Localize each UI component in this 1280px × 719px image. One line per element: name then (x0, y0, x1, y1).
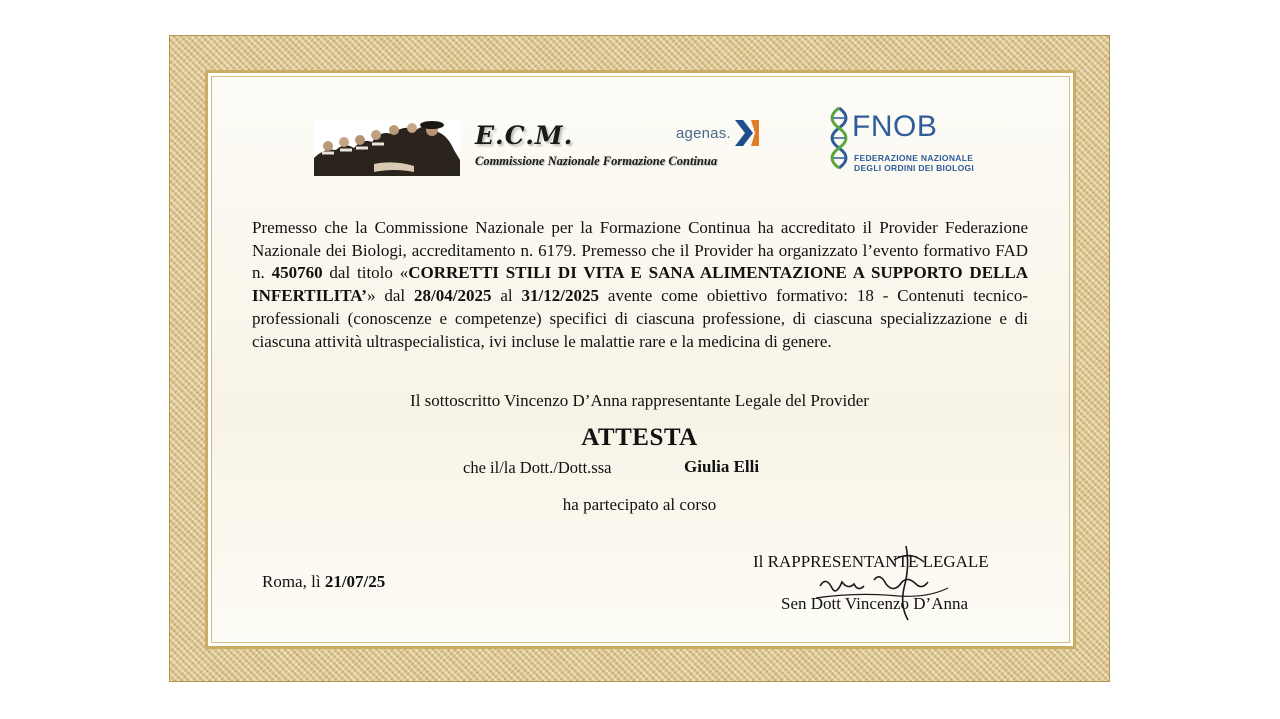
agenas-logo (676, 118, 765, 148)
ecm-title: E.C.M. (475, 121, 574, 150)
premise-text-3: » dal (366, 286, 415, 306)
agenas-x-icon (731, 118, 765, 148)
signatory-line: Il sottoscritto Vincenzo D’Anna rappresentante Legale del Provider (410, 391, 869, 410)
premise-paragraph (252, 217, 1028, 353)
recipient-name: Giulia Elli (684, 457, 760, 476)
premise-text-1: Premesso che la Commissione Nazionale per la Formazione Continua ha accreditato il Provider Federazione Nazionale dei Biologi, accreditamento n. 6179. Premesso che il Provider ha organizzato l’evento formativo FAD n. (252, 218, 1028, 283)
participation-text: ha partecipato al corso (562, 495, 717, 514)
issue-date: 21/07/25 (324, 572, 386, 591)
attesta-heading: ATTESTA (581, 424, 698, 451)
legal-representative-name: Sen Dott Vincenzo D’Anna (781, 594, 969, 613)
legal-representative-title: Il RAPPRESENTANTE LEGALE (753, 552, 989, 571)
fnob-subtitle-line2: DEGLI ORDINI DEI BIOLOGI (854, 163, 975, 173)
date-from: 28/04/2025 (414, 286, 492, 306)
date-to: 31/12/2025 (521, 286, 599, 306)
ecm-subtitle: Commissione Nazionale Formazione Continua (475, 154, 718, 168)
fnob-subtitle-line1: FEDERAZIONE NAZIONALE (854, 153, 974, 163)
premise-text-2: dal titolo « (322, 263, 409, 283)
recipient-prefix: che il/la Dott./Dott.ssa (463, 458, 612, 477)
handwritten-signature (798, 536, 988, 626)
agenas-text: agenas. (676, 124, 731, 142)
premise-text-4: al (491, 286, 522, 306)
certificate-frame (169, 35, 1110, 682)
premise-text-5: avente come obiettivo formativo: 18 - Contenuti tecnico-professionali (conoscenze e competenze) specifici di ciascuna professione, di ciascuna specializzazione e di ciascuna attività ultraspecialistica, ivi incluse le malattie rare e la medicina di genere. (252, 286, 1028, 351)
event-number: 450760 (271, 263, 323, 283)
anatomy-lesson-painting (314, 120, 460, 176)
place-label: Roma, lì (262, 572, 325, 591)
fnob-name: FNOB (852, 110, 938, 143)
place-date (262, 572, 385, 592)
course-title: CORRETTI STILI DI VITA E SANA ALIMENTAZIONE A SUPPORTO DELLA INFERTILITA’ (252, 263, 1028, 306)
